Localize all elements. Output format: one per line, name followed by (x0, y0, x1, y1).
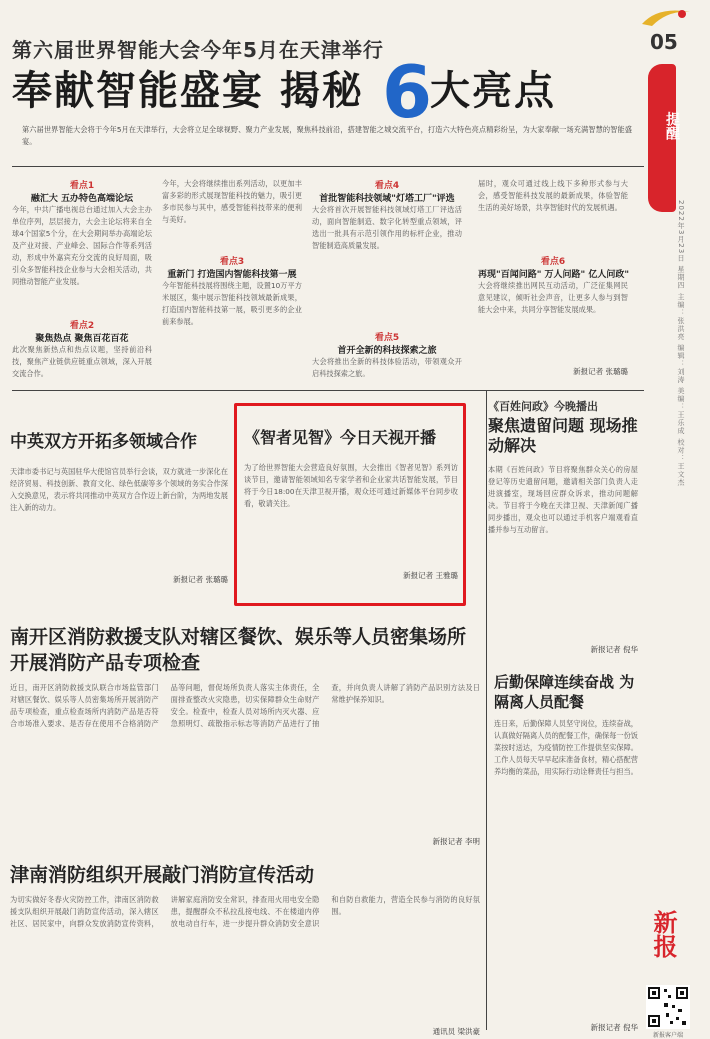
section-tag: 提醒 (664, 112, 680, 140)
headline-left: 奉献智能盛宴 揭秘 (12, 68, 364, 114)
highlight-2 (12, 318, 152, 380)
highlight-title: 首开全新的科技探索之旅 (337, 346, 437, 356)
highlight-title: 融汇大 五办特色高端论坛 (30, 194, 134, 204)
story-jinnan-byline: 通讯员 梁洪豪 (432, 1027, 480, 1036)
story-kicker: 《百姓问政》今晚播出 (488, 400, 598, 413)
highlight-title: 再现"百闻问路" 万人问路" 亿人问政" (478, 270, 630, 280)
headline-big-six: 6 (382, 50, 433, 134)
highlight-body: 大会将推出全新的科技体验活动，带领观众开启科技探索之旅。 (312, 357, 462, 378)
highlight-label: 看点2 (69, 321, 95, 331)
highlight-label: 看点3 (219, 257, 245, 267)
byline-top: 新报记者 张璐璐 (573, 367, 628, 376)
story-logistics-byline: 新报记者 倪华 (590, 1023, 638, 1032)
highlight-label: 看点1 (69, 181, 95, 191)
story-logistics-title: 后勤保障连续奋战 为隔离人员配餐 (494, 673, 635, 711)
story-title: 中英双方开拓多领域合作 (10, 432, 197, 452)
story-highlight (244, 428, 458, 581)
qr-code (646, 985, 690, 1029)
story-byline: 新报记者 倪华 (590, 645, 638, 654)
header-lead: 第六届世界智能大会将于今年5月在天津举行，大会将立足全球视野、聚力产业发展，聚焦科技前沿，搭建智能之城交流平台，打造六大特色亮点精彩纷呈，为大家奉献一场充满智慧的智能盛宴。 (22, 125, 632, 146)
highlight-title: 聚焦热点 聚焦百花百花 (35, 334, 129, 344)
story-body: 为了给世界智能大会营造良好氛围，大会推出《智者见智》系列访谈节目，邀请智能领域知名专家学者和企业家共话智能发展，节目将于今日18:00在天津卫视开播，观众还可通过新媒体平台同步收看，敬请关注。 (244, 463, 458, 508)
story-jinnan-title: 津南消防组织开展敲门消防宣传活动 (10, 864, 315, 886)
story-nankai-byline: 新报记者 李明 (432, 837, 480, 846)
story-jinnan-body: 为切实做好冬春火灾防控工作，津南区消防救援支队组织开展敲门消防宣传活动，深入辖区社区、居民家中，向群众发放消防宣传资料，讲解家庭消防安全常识，排查用火用电安全隐患，提醒群众不私拉乱接电线、不在楼道内停放电动自行车，进一步提升群众消防安全意识和自防自救能力，营造全民参与消防的良好氛围。 (10, 895, 480, 928)
highlight-continuation-column: 今年，大会将继续推出系列活动，以更加丰富多彩的形式展现智能科技的魅力，吸引更多市民参与其中，感受智能科技带来的便利与美好。 (162, 179, 302, 224)
highlight-body: 大会将继续推出网民互动活动，广泛征集网民意见建议，倾听社会声音，让更多人参与到智能大会中来，共同分享智能发展成果。 (478, 281, 628, 314)
newspaper-logo: 新报 (649, 910, 678, 958)
header-kicker: 第六届世界智能大会今年5月在天津举行 (12, 38, 384, 62)
divider (12, 166, 644, 167)
highlight-body: 今年智能科技展将围绕主题，设置10万平方米展区，集中展示智能科技领域最新成果，打造国内智能科技第一展，吸引更多的企业前来参展。 (162, 281, 302, 326)
highlight-continuation-column-2: 届时，观众可通过线上线下多种形式参与大会，感受智能科技发展的最新成果，体验智能生活的美好场景，共享智能时代的发展机遇。 (478, 179, 628, 212)
highlight-6 (478, 254, 628, 376)
story-body: 本期《百姓问政》节目将聚焦群众关心的房屋登记等历史遗留问题，邀请相关部门负责人走进演播室，现场回应群众诉求，推动问题解决。节目将于今晚在天津卫视、天津新闻广播同步播出，观众也可以通过手机客户端观看直播并参与互动留言。 (488, 465, 638, 534)
story-baixing (488, 398, 638, 655)
page-logo-swoosh (638, 4, 694, 30)
highlight-5 (312, 330, 462, 380)
column-divider (486, 390, 487, 1030)
story-byline: 新报记者 王雅璐 (403, 571, 458, 580)
highlight-1 (12, 178, 152, 312)
story-nankai-body: 近日，南开区消防救援支队联合市场监管部门对辖区餐饮、娱乐等人员密集场所开展消防产品专项检查，重点检查场所内消防产品是否符合市场准入要求、是否存在使用不合格消防产品等问题，督促场所负责人落实主体责任，全面排查整改火灾隐患，切实保障群众生命财产安全。检查中，检查人员对场所内灭火器、应急照明灯、疏散指示标志等消防产品进行了抽查，并向负责人讲解了消防产品识别方法及日常维护保养知识。 (10, 683, 480, 728)
story-title: 聚焦遗留问题 现场推动解决 (488, 416, 638, 455)
highlight-title: 首批智能科技领域"灯塔工厂"评选 (319, 194, 455, 204)
story-china-uk (10, 432, 228, 585)
story-body: 天津市委书记与英国驻华大使馆官员举行会谈，双方就进一步深化在经济贸易、科技创新、教育文化、绿色低碳等多个领域的务实合作深入交换意见，表示将共同推动中英双方合作迈上新台阶，为两地发展注入新的动力。 (10, 467, 228, 512)
highlight-3 (162, 254, 302, 376)
highlight-body: 大会将首次开展智能科技领域灯塔工厂评选活动，面向智能制造、数字化转型重点领域，评选出一批具有示范引领作用的标杆企业，推动智能制造高质量发展。 (312, 205, 462, 250)
story-logistics-body: 连日来，后勤保障人员坚守岗位，连续奋战，认真做好隔离人员的配餐工作，确保每一份饭菜按时送达，为疫情防控工作提供坚实保障。工作人员每天早早起床准备食材，精心搭配营养均衡的菜品，用实际行动诠释责任与担当。 (494, 719, 638, 776)
highlight-body: 今年，中共广播电视总台通过加入大会主办单位序列，层层接力，大会主论坛将来自全球4个国家5个分，在大会期间举办高端论坛及产业对接、产业峰会、国际合作等系列活动，形成中外嘉宾充分交流的良好局面，吸引众多智能科技企业参与大会相关活动，共同推动智能产业发展。 (12, 205, 152, 286)
headline-right: 大亮点 (430, 68, 556, 114)
story-nankai-title: 南开区消防救援支队对辖区餐饮、娱乐等人员密集场所开展消防产品专项检查 (10, 626, 467, 674)
highlight-4 (312, 178, 462, 324)
side-date-line: 2022年3月23日 星期四 主编：张洪亮 编辑：刘涛 美编：王乐成 校对：王文杰 (677, 200, 685, 487)
story-byline: 新报记者 张璐璐 (173, 575, 228, 584)
highlight-title: 重新门 打造国内智能科技第一展 (167, 270, 297, 280)
page-number: 05 (650, 30, 678, 54)
story-title: 《智者见智》今日天视开播 (244, 428, 437, 447)
highlight-label: 看点5 (374, 333, 400, 343)
highlight-label: 看点4 (374, 181, 400, 191)
qr-caption: 新报客户端 (652, 1032, 683, 1039)
highlight-body: 此次聚焦新热点和热点议题，坚持前沿科技，聚焦产业链供应链重点领域，深入开展交流合作。 (12, 345, 152, 378)
divider (12, 390, 644, 391)
highlight-label: 看点6 (540, 257, 566, 267)
